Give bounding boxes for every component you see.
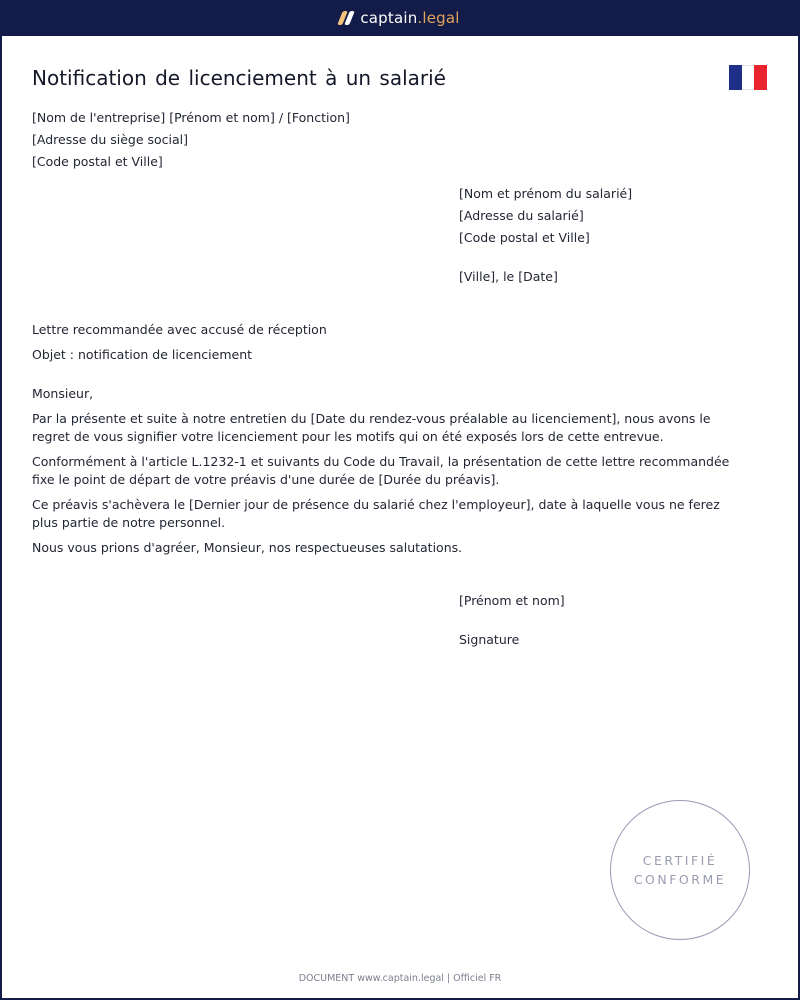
brand[interactable] [340,9,459,27]
document-title: Notification de licenciement à un salarié [32,66,446,90]
body-paragraph: Par la présente et suite à notre entretien du [Date du rendez-vous préalable au licenciement], nous avons le regret de vous signifier votre licenciement pour les motifs qui on été exposés lors de cette entrevue. [32,411,711,444]
recipient-line-2: [Adresse du salarié] [459,208,584,223]
recipient-line-1: [Nom et prénom du salarié] [459,186,633,201]
salutation: Monsieur, [32,386,94,401]
subject-line: Objet : notification de licenciement [32,347,253,362]
closing-paragraph: Nous vous prions d'agréer, Monsieur, nos respectueuses salutations. [32,540,463,555]
body-paragraph: Ce préavis s'achèvera le [Dernier jour de présence du salarié chez l'employeur], date à laquelle vous ne ferez plus partie de notre personnel. [32,497,720,530]
recipient-line-3: [Code postal et Ville] [459,230,590,245]
sender-line-2: [Adresse du siège social] [32,132,189,147]
signatory-name: [Prénom et nom] [459,593,565,608]
place-date: [Ville], le [Date] [459,269,558,284]
footer-text: DOCUMENT www.captain.legal | Officiel FR [298,973,502,984]
signature-label: Signature [459,632,520,647]
body-paragraph: Conformément à l'article L.1232-1 et suivants du Code du Travail, la présentation de cette lettre recommandée fixe le point de départ de votre préavis d'une durée de [Durée du préavis]. [32,454,730,487]
captain-logo-icon [337,11,355,25]
letter-document [2,36,798,998]
top-bar [0,0,800,36]
mail-type: Lettre recommandée avec accusé de réception [32,322,327,337]
sender-line-1: [Nom de l'entreprise] [Prénom et nom] / [Fonction] [32,110,350,125]
stamp-line-1: CERTIFIÉ [642,853,718,868]
certified-stamp [610,800,750,940]
stamp-line-2: CONFORME [633,872,727,887]
france-flag-icon [729,65,767,90]
brand-name: captain.legal [360,9,460,27]
sender-line-3: [Code postal et Ville] [32,154,163,169]
